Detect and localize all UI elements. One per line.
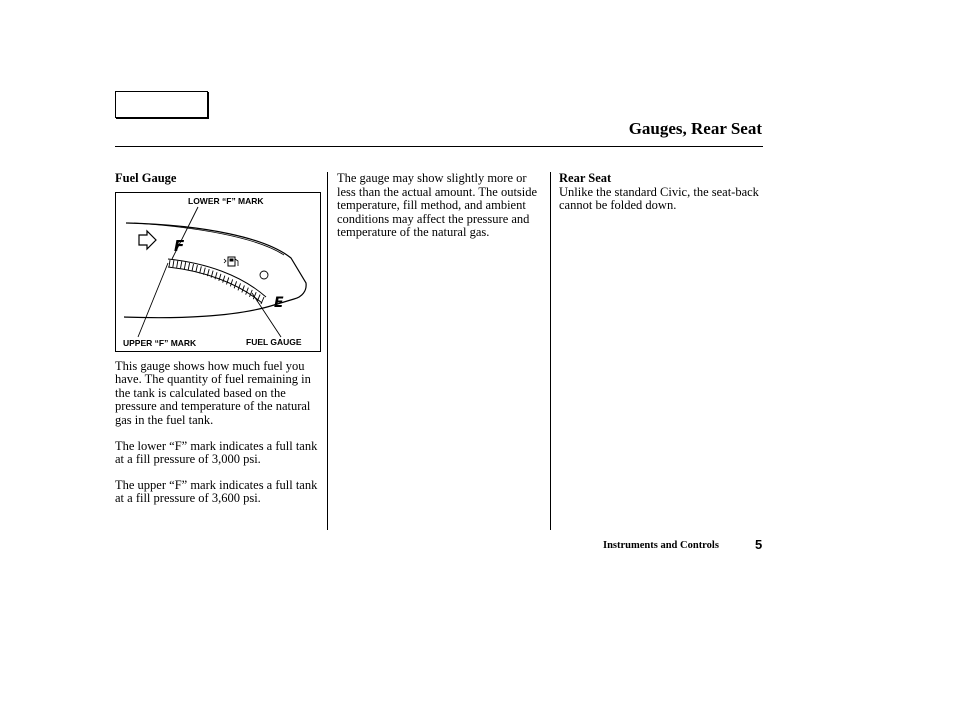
title-rule (115, 146, 763, 147)
gauge-accuracy-paragraph: The gauge may show slightly more or less than the actual amount. The outside temperature, fill method, and ambient conditions may affect the pressure and temperature of the natural gas. (337, 171, 538, 240)
upper-f-leader (138, 263, 168, 337)
f-letter: F (174, 236, 185, 255)
page-number: 5 (755, 537, 763, 552)
gauge-tick (177, 260, 178, 267)
gauge-tick (181, 261, 182, 268)
fuel-gauge-paragraph-3: The upper “F” mark indicates a full tank at a fill pressure of 3,600 psi. (115, 477, 318, 506)
gauge-tick (219, 273, 221, 280)
gauge-tick (173, 260, 174, 267)
rear-seat-column (559, 172, 763, 213)
fuel-gauge-paragraph-1: This gauge shows how much fuel you have. The quantity of fuel remaining in the tank is calculated based on the pressure and temperature of the natural gas in the fuel tank. (115, 358, 311, 427)
gauge-tick (169, 260, 170, 267)
rear-seat-heading: Rear Seat (559, 171, 612, 185)
dashboard-inner-edge (134, 223, 284, 255)
gauge-tick (230, 279, 232, 286)
gauge-tick (227, 277, 229, 284)
e-letter: E (274, 294, 284, 311)
fuel-gauge-figure (115, 192, 321, 352)
fuel-pump-icon (224, 257, 238, 266)
fuel-gauge-column (115, 172, 321, 506)
gauge-ticks (169, 260, 264, 304)
gauge-tick (223, 275, 225, 282)
fuel-gauge-paragraph-2: The lower “F” mark indicates a full tank at a fill pressure of 3,000 psi. (115, 438, 318, 467)
fuel-gauge-caption: FUEL GAUGE (246, 336, 302, 347)
column-divider-2 (550, 172, 551, 530)
fuel-gauge-illustration (116, 193, 320, 351)
section-tab-box (115, 91, 208, 118)
lower-f-mark-caption: LOWER “F” MARK (188, 195, 264, 206)
gauge-tick (196, 265, 198, 272)
middle-column (337, 172, 543, 240)
page-title: Gauges, Rear Seat (628, 119, 762, 138)
rear-seat-paragraph: Unlike the standard Civic, the seat-back cannot be folded down. (559, 184, 759, 213)
column-divider-1 (327, 172, 328, 530)
arrow-indicator-icon (139, 231, 156, 249)
fuel-gauge-heading: Fuel Gauge (115, 171, 177, 185)
gauge-tick (188, 263, 189, 270)
indicator-light-icon (260, 271, 268, 279)
gauge-tick (261, 297, 264, 304)
gauge-tick (184, 262, 185, 269)
gauge-scale-lower (168, 267, 262, 303)
upper-f-mark-caption: UPPER “F” MARK (123, 337, 197, 348)
lower-f-leader (172, 207, 198, 259)
footer-section-label: Instruments and Controls (603, 540, 719, 551)
gauge-tick (192, 264, 194, 271)
